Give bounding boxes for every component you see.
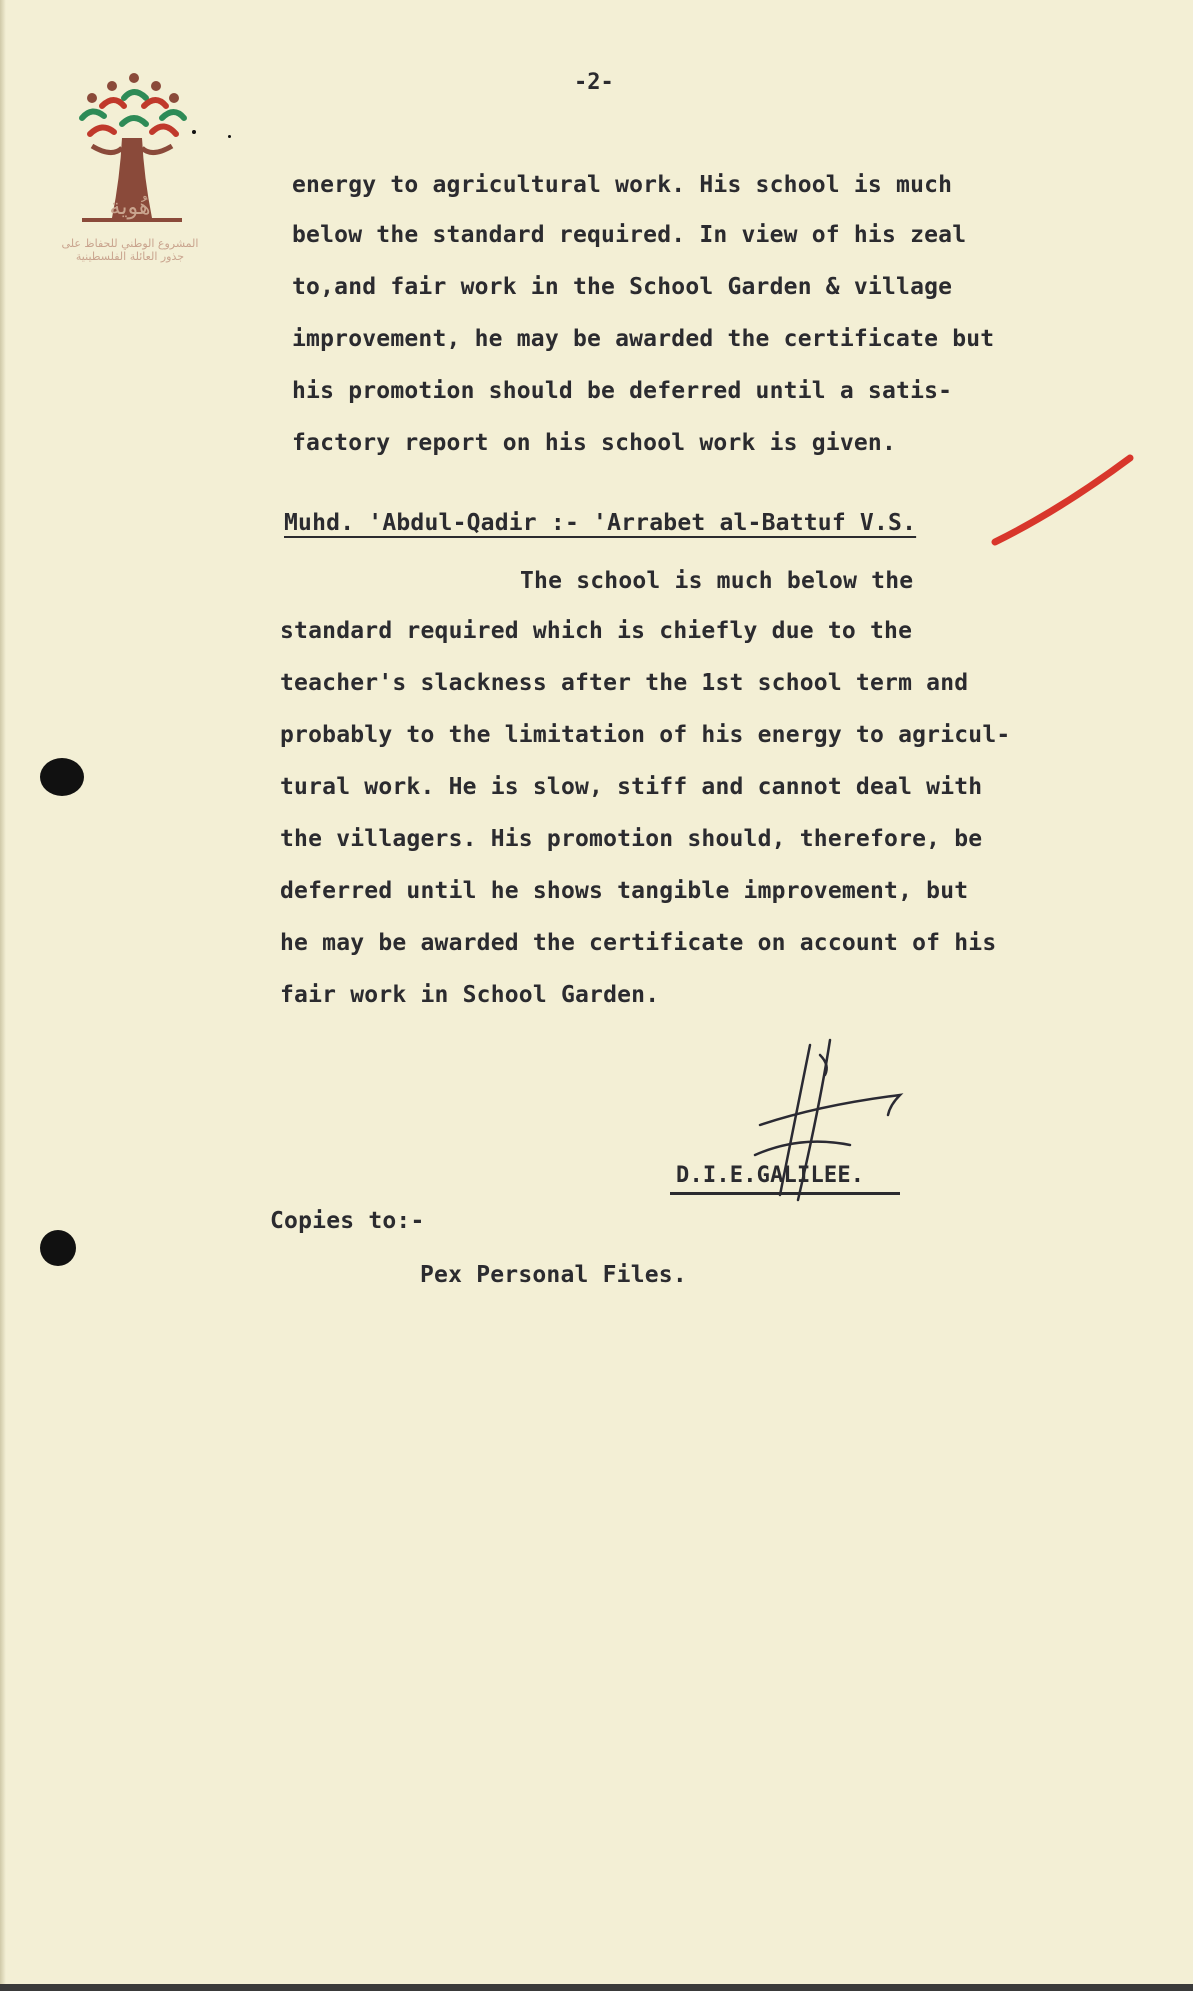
page-number: -2- <box>574 70 614 95</box>
section-heading: Muhd. 'Abdul-Qadir :- 'Arrabet al-Battuf V.S. <box>284 510 917 536</box>
red-pencil-mark <box>990 450 1140 550</box>
paragraph-line: his promotion should be deferred until a satis- <box>292 378 953 404</box>
signature-underline <box>670 1192 900 1195</box>
paragraph-line: deferred until he shows tangible improvement, but <box>280 878 969 904</box>
speck <box>228 135 231 138</box>
paragraph-line: standard required which is chiefly due to the <box>280 618 913 644</box>
page-edge-shadow <box>0 0 6 1991</box>
speck <box>192 130 196 134</box>
paragraph-line: the villagers. His promotion should, therefore, be <box>280 826 983 852</box>
logo-caption <box>55 237 205 263</box>
punch-hole <box>40 758 84 796</box>
paragraph-line: improvement, he may be awarded the certificate but <box>292 326 995 352</box>
punch-hole <box>40 1230 76 1266</box>
copies-item: Pex Personal Files. <box>420 1262 687 1288</box>
paragraph-line: teacher's slackness after the 1st school term and <box>280 670 969 696</box>
paragraph-line: factory report on his school work is given. <box>292 430 897 456</box>
paragraph-line: probably to the limitation of his energy to agricul- <box>280 722 1011 748</box>
paragraph-line: The school is much below the <box>520 568 914 594</box>
paragraph-line: he may be awarded the certificate on account of his <box>280 930 997 956</box>
paragraph-line: to,and fair work in the School Garden & village <box>292 274 953 300</box>
logo-caption-line: المشروع الوطني للحفاظ على <box>61 237 199 250</box>
paragraph-line: below the standard required. In view of his zeal <box>292 222 967 248</box>
copies-label: Copies to:- <box>270 1208 425 1234</box>
signature-block: D.I.E.GALILEE. <box>676 1163 865 1188</box>
paragraph-line: fair work in School Garden. <box>280 982 660 1008</box>
logo-caption-line: جذور العائلة الفلسطينية <box>75 250 185 263</box>
logo-brand-text: هُوية <box>109 195 151 220</box>
page-bottom-edge <box>0 1984 1193 1991</box>
paragraph-line: tural work. He is slow, stiff and cannot deal with <box>280 774 983 800</box>
paragraph-line: energy to agricultural work. His school is much <box>292 172 953 198</box>
